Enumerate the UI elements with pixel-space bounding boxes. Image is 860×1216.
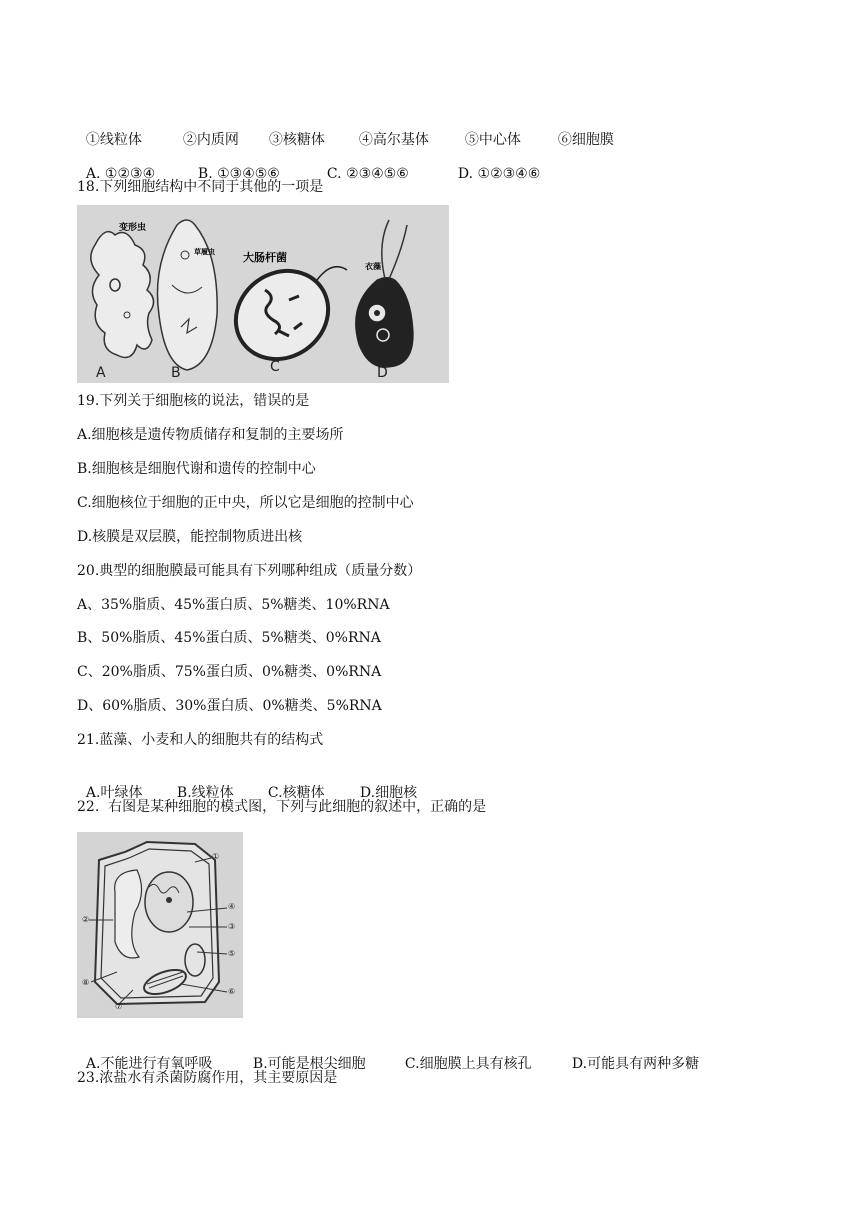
q19-option-c: C.细胞核位于细胞的正中央，所以它是细胞的控制中心 — [77, 495, 414, 511]
q23-stem: 23.浓盐水有杀菌防腐作用，其主要原因是 — [77, 1070, 338, 1086]
q22-figure — [77, 832, 243, 1018]
q17-item: ⑥细胞膜 — [557, 132, 614, 148]
q17-item: ⑤中心体 — [464, 132, 521, 148]
q22-label-1: ① — [212, 852, 220, 861]
q18-letter-c: C — [270, 359, 280, 375]
q17-item: ①线粒体 — [85, 132, 142, 148]
q21-option: A.叶绿体 — [85, 785, 143, 801]
q18-letter-d: D — [377, 365, 388, 381]
q18-stem: 18.下列细胞结构中不同于其他的一项是 — [77, 179, 324, 195]
q22-option: C.细胞膜上具有核孔 — [404, 1056, 532, 1072]
q20-option-c: C、20%脂质、75%蛋白质、0%糖类、0%RNA — [77, 664, 382, 680]
q19-option-a: A.细胞核是遗传物质储存和复制的主要场所 — [77, 427, 344, 443]
q18-label-paramecium: 草履虫 — [194, 248, 215, 256]
q17-option: C. ②③④⑤⑥ — [326, 166, 409, 182]
q20-option-b: B、50%脂质、45%蛋白质、5%糖类、0%RNA — [77, 630, 381, 646]
q21-stem: 21.蓝藻、小麦和人的细胞共有的结构式 — [77, 732, 324, 748]
q22-label-4: ④ — [228, 902, 236, 911]
q18-label-amoeba: 变形虫 — [119, 223, 147, 233]
q17-option: B. ①③④⑤⑥ — [197, 166, 280, 182]
q20-option-a: A、35%脂质、45%蛋白质、5%糖类、10%RNA — [77, 597, 390, 613]
q21-option: B.线粒体 — [176, 785, 234, 801]
q22-stem: 22. 右图是某种细胞的模式图，下列与此细胞的叙述中，正确的是 — [77, 799, 487, 815]
q22-option: D.可能具有两种多糖 — [571, 1056, 700, 1072]
q19-option-d: D.核膜是双层膜，能控制物质进出核 — [77, 529, 303, 545]
q19-option-b: B.细胞核是细胞代谢和遗传的控制中心 — [77, 461, 316, 477]
q22-label-7: ⑦ — [115, 1002, 123, 1011]
q18-figure — [77, 205, 449, 383]
q22-label-8: ⑧ — [82, 978, 90, 987]
q22-label-3: ③ — [228, 922, 236, 931]
q20-option-d: D、60%脂质、30%蛋白质、0%糖类、5%RNA — [77, 698, 382, 714]
q18-letter-b: B — [171, 365, 181, 381]
q22-option: B.可能是根尖细胞 — [252, 1056, 366, 1072]
q21-option: D.细胞核 — [359, 785, 418, 801]
q17-item: ④高尔基体 — [358, 132, 429, 148]
q18-label-chlamydomonas: 衣藻 — [365, 262, 381, 271]
q18-label-ecoli: 大肠杆菌 — [243, 251, 287, 264]
q17-option: D. ①②③④⑥ — [457, 166, 541, 182]
q17-item: ②内质网 — [182, 132, 239, 148]
q17-option: A. ①②③④ — [85, 166, 156, 182]
q19-stem: 19.下列关于细胞核的说法，错误的是 — [77, 393, 310, 409]
q17-item: ③核糖体 — [268, 132, 325, 148]
q22-option: A.不能进行有氧呼吸 — [85, 1056, 213, 1072]
q22-label-2: ② — [82, 915, 90, 924]
q20-stem: 20.典型的细胞膜最可能具有下列哪种组成（质量分数） — [77, 563, 422, 579]
q18-letter-a: A — [96, 365, 106, 381]
q22-label-5: ⑤ — [228, 949, 236, 958]
q22-label-6: ⑥ — [228, 987, 236, 996]
q21-option: C.核糖体 — [267, 785, 325, 801]
